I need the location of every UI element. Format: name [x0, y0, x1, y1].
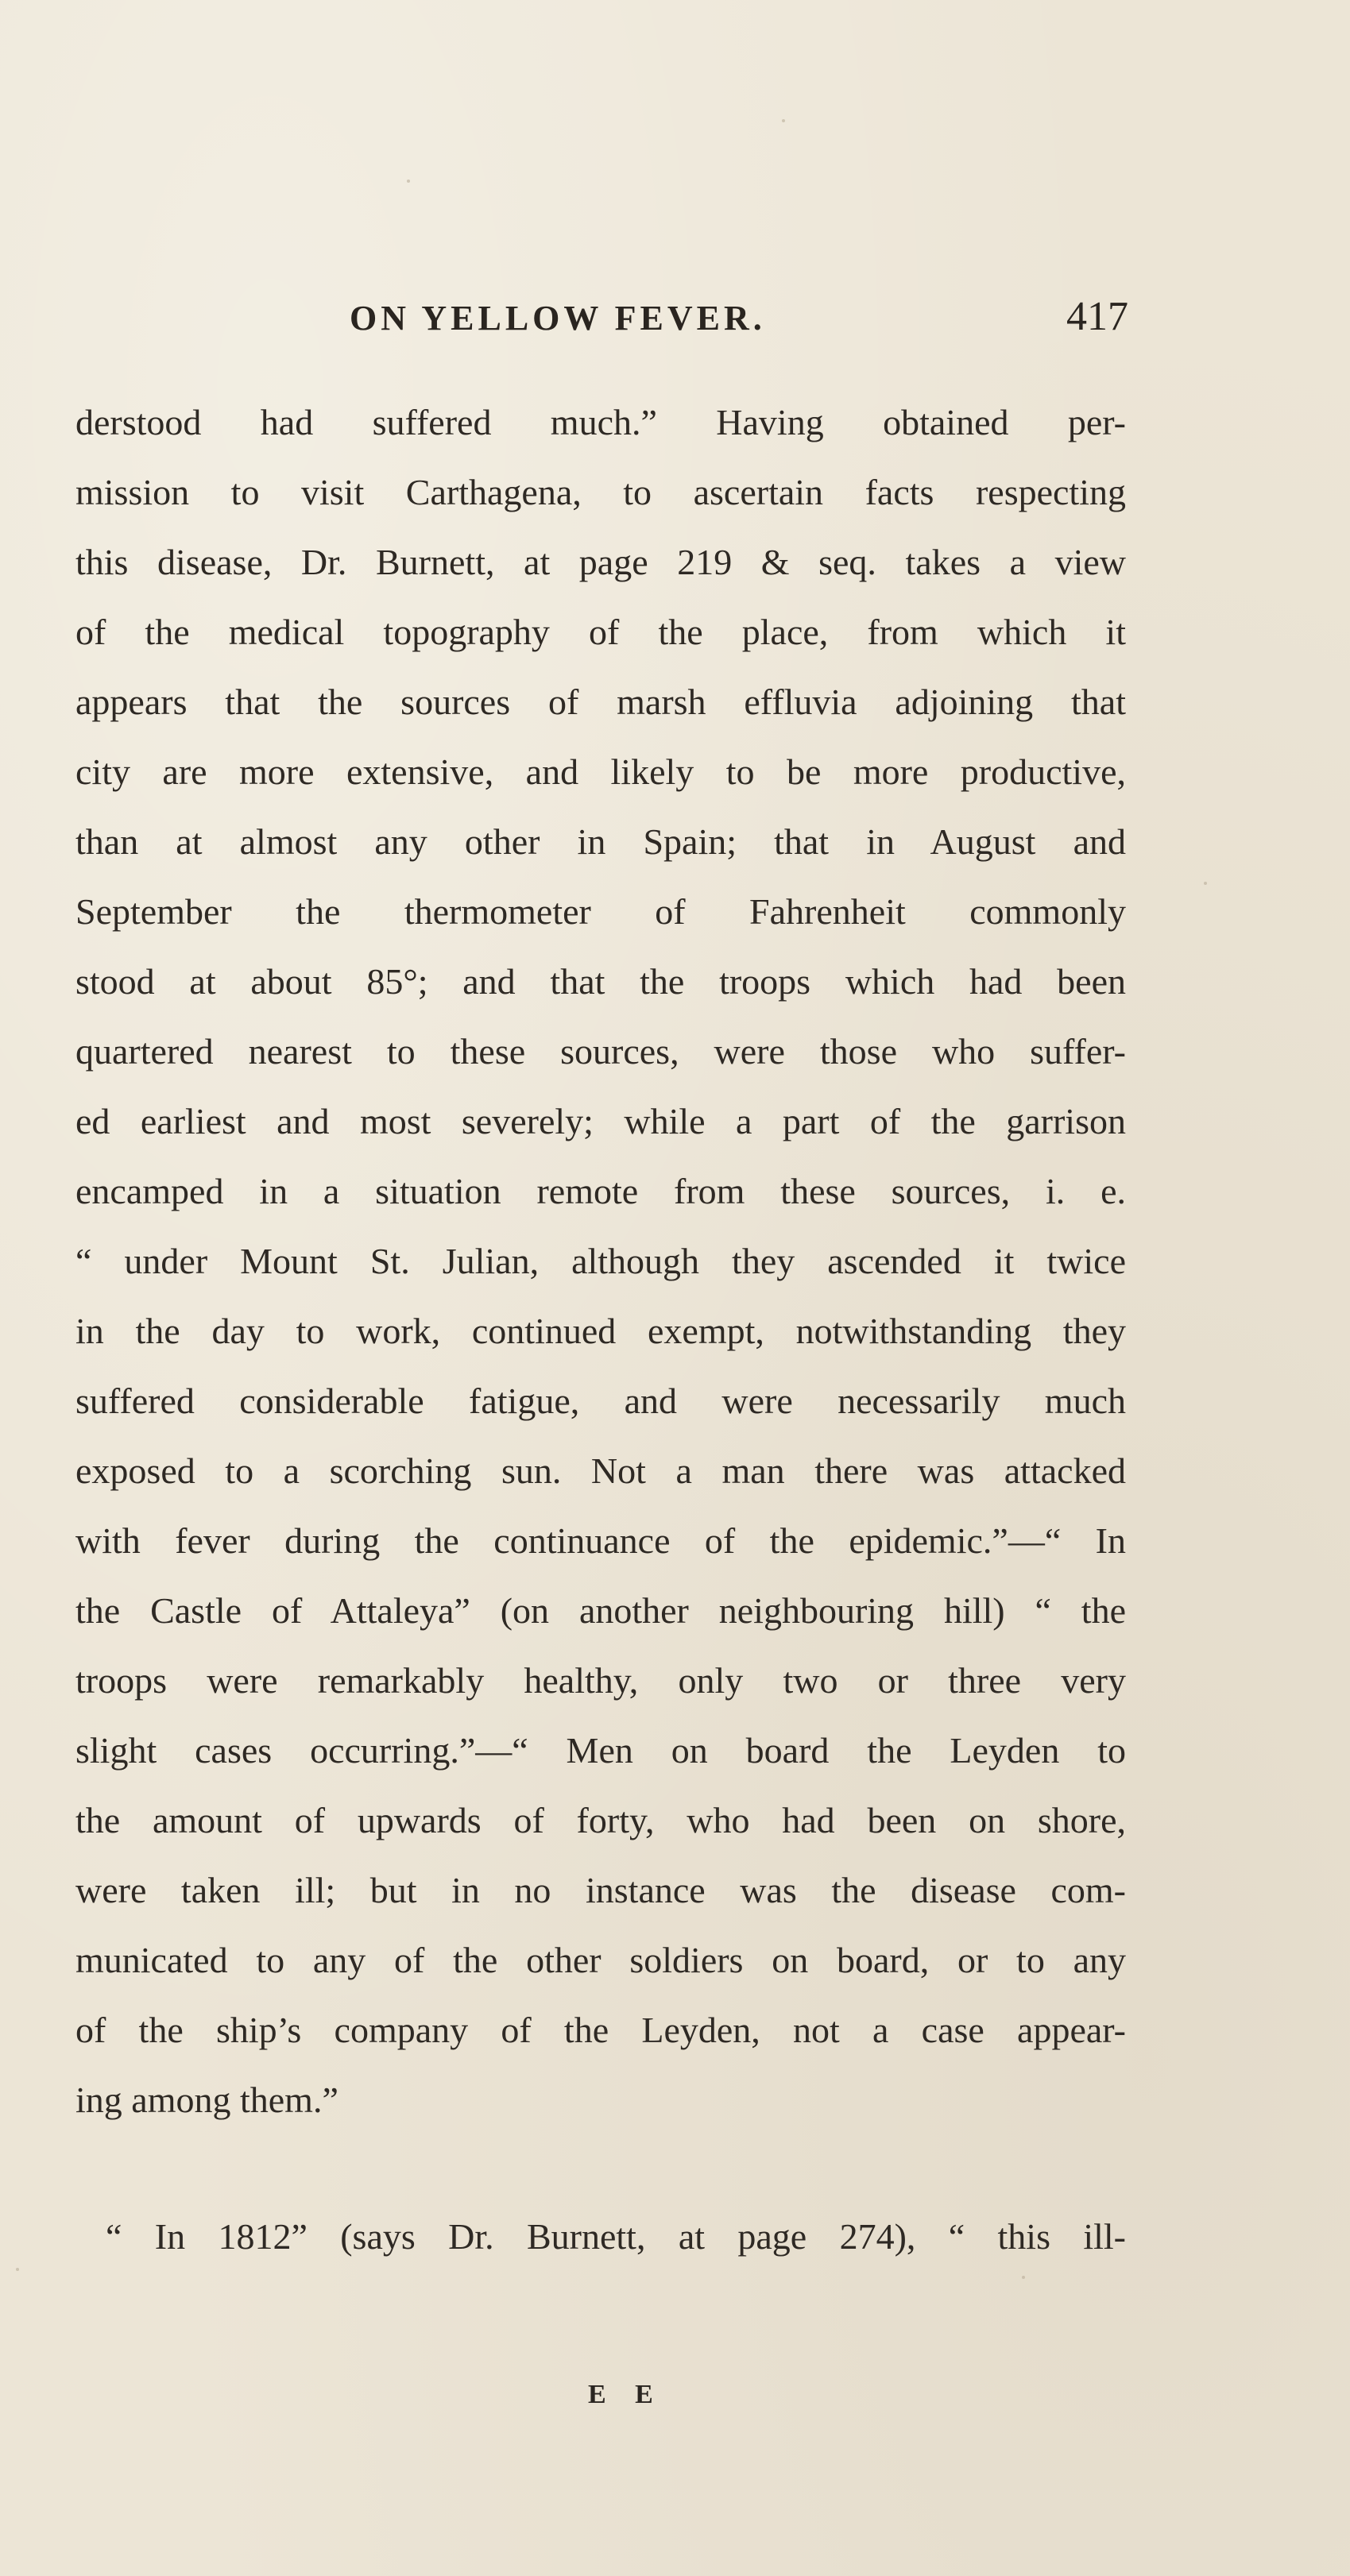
- text-line: ing among them.”: [75, 2080, 338, 2120]
- text-line: this disease, Dr. Burnett, at page 219 & seq. takes a view: [75, 542, 1126, 582]
- text-line: slight cases occurring.”—“ Men on board the Leyden to: [75, 1730, 1126, 1771]
- text-line: ed earliest and most severely; while a part of the garrison: [75, 1101, 1126, 1141]
- paper-speck: [407, 180, 410, 183]
- paper-speck: [1204, 882, 1207, 885]
- text-line: with fever during the continuance of the epidemic.”—“ In: [75, 1520, 1126, 1561]
- paragraph-gap: [75, 2135, 1126, 2202]
- page-number: 417: [1066, 294, 1128, 339]
- text-line: exposed to a scorching sun. Not a man there was attacked: [75, 1450, 1126, 1491]
- running-head: [350, 294, 1128, 353]
- text-line: “ under Mount St. Julian, although they ascended it twice: [75, 1241, 1126, 1281]
- running-title: ON YELLOW FEVER.: [350, 299, 766, 338]
- text-line: appears that the sources of marsh effluvia adjoining that: [75, 682, 1126, 722]
- text-line: quartered nearest to these sources, were those who suffer-: [75, 1031, 1126, 1072]
- text-line: of the medical topography of the place, from which it: [75, 612, 1126, 652]
- body-text: [75, 388, 1126, 2272]
- text-line: September the thermometer of Fahrenheit commonly: [75, 891, 1126, 932]
- text-line: the amount of upwards of forty, who had been on shore,: [75, 1800, 1126, 1840]
- paper-speck: [1022, 2276, 1025, 2279]
- text-line: in the day to work, continued exempt, notwithstanding they: [75, 1311, 1126, 1351]
- text-line: the Castle of Attaleya” (on another neighbouring hill) “ the: [75, 1590, 1126, 1631]
- text-line: stood at about 85°; and that the troops which had been: [75, 961, 1126, 1002]
- text-line: of the ship’s company of the Leyden, not a case appear-: [75, 2010, 1126, 2050]
- paper-speck: [16, 2268, 19, 2271]
- text-line: were taken ill; but in no instance was the disease com-: [75, 1870, 1126, 1910]
- text-line: suffered considerable fatigue, and were necessarily much: [75, 1381, 1126, 1421]
- text-line: municated to any of the other soldiers on board, or to any: [75, 1940, 1126, 1980]
- text-line: mission to visit Carthagena, to ascertain facts respecting: [75, 472, 1126, 512]
- signature-mark: E E: [588, 2380, 664, 2409]
- text-line: troops were remarkably healthy, only two or three very: [75, 1660, 1126, 1701]
- paragraph-start-line: “ In 1812” (says Dr. Burnett, at page 274), “ this ill-: [106, 2216, 1126, 2257]
- text-line: city are more extensive, and likely to be more productive,: [75, 751, 1126, 792]
- paper-speck: [782, 119, 785, 122]
- text-line: encamped in a situation remote from these sources, i. e.: [75, 1171, 1126, 1211]
- text-line: than at almost any other in Spain; that in August and: [75, 821, 1126, 862]
- text-line: derstood had suffered much.” Having obtained per-: [75, 402, 1126, 442]
